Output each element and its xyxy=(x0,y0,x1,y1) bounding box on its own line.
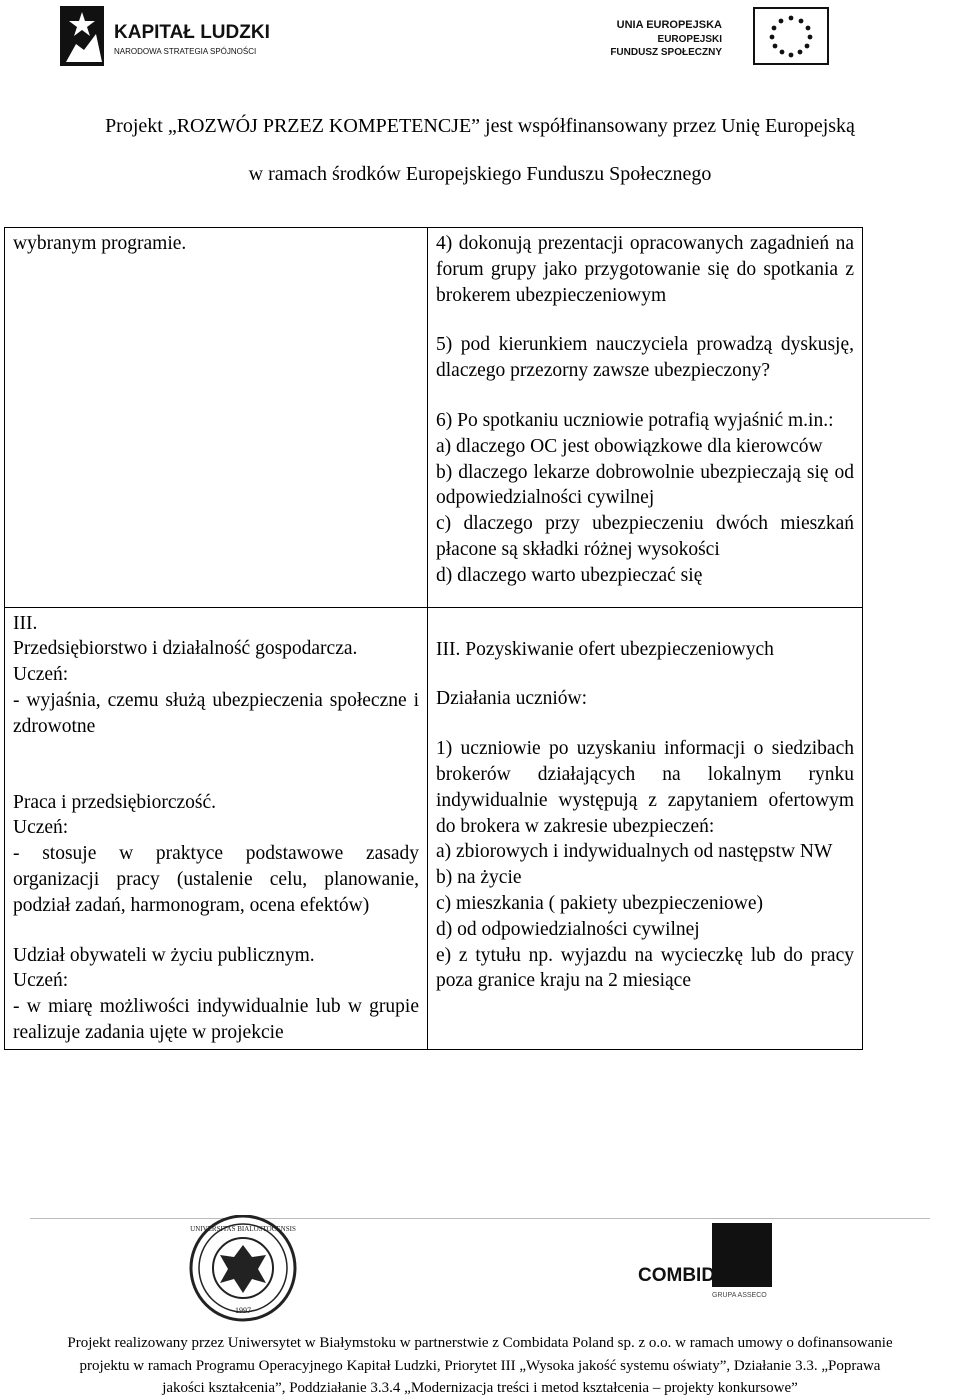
step-6c: c) dlaczego przy ubezpieczeniu dwóch mieszkań płacone są składki różnej wysokości xyxy=(436,513,854,560)
step-5: 5) pod kierunkiem nauczyciela prowadzą dyskusję, dlaczego przezorny zawsze ubezpieczony? xyxy=(436,334,854,382)
eu-logo xyxy=(606,6,832,68)
curriculum-table xyxy=(4,227,863,1050)
student-label: Uczeń: xyxy=(13,817,69,839)
table-cell-left xyxy=(5,607,428,1049)
table-cell-left xyxy=(5,228,428,608)
requirement-item: - stosuje w praktyce podstawowe zasady organizacji pracy (ustalenie celu, planowanie, podział zadań, harmonogram, ocena efektów) xyxy=(13,843,419,916)
header-line-1: Projekt „ROZWÓJ PRZEZ KOMPETENCJE” jest współfinansowany przez Unię Europejską xyxy=(105,115,855,137)
activity-item: e) z tytułu np. wyjazdu na wycieczkę lub do pracy poza granice kraju na 2 miesiące xyxy=(436,944,854,992)
footer-line-2: projektu w ramach Programu Operacyjnego Kapitał Ludzki, Priorytet III „Wysoka jakość systemu oświaty”, Działanie 3.3. „Poprawa xyxy=(79,1358,881,1374)
table-row xyxy=(5,607,863,1049)
seal-year: 1997 xyxy=(235,1306,251,1315)
kapital-ludzki-logo xyxy=(58,4,298,72)
activity-item: a) zbiorowych i indywidualnych od następstw NW xyxy=(436,841,833,863)
table-cell-right xyxy=(428,607,863,1049)
step-6b: b) dlaczego lekarze dobrowolnie ubezpieczają się od odpowiedzialności cywilnej xyxy=(436,461,854,509)
cell-text: wybranym programie. xyxy=(13,233,187,254)
step-6d: d) dlaczego warto ubezpieczać się xyxy=(436,564,703,586)
eu-line2: EUROPEJSKI xyxy=(657,34,722,45)
eu-line1: UNIA EUROPEJSKA xyxy=(616,19,722,31)
activity-item: b) na życie xyxy=(436,867,522,889)
step-6a: a) dlaczego OC jest obowiązkowe dla kierowców xyxy=(436,435,823,457)
footer-line-3: jakości kształcenia”, Poddziałanie 3.3.4 „Modernizacja treści i metod kształcenia – projekty konkursowe” xyxy=(162,1380,798,1396)
header-line-2: w ramach środków Europejskiego Funduszu Społecznego xyxy=(248,163,712,185)
section-title: Przedsiębiorstwo i działalność gospodarcza. xyxy=(13,638,358,660)
seal-text: UNIVERSITAS BIALOSTOCENSIS xyxy=(190,1225,296,1233)
requirement-item: - w miarę możliwości indywidualnie lub w grupie realizuje zadania ujęte w projekcie xyxy=(13,996,419,1043)
section-title: Praca i przedsiębiorczość. xyxy=(13,791,217,813)
student-label: Uczeń: xyxy=(13,970,69,992)
logo-title: KAPITAŁ LUDZKI xyxy=(114,22,270,43)
logo-subtitle: NARODOWA STRATEGIA SPÓJNOŚCI xyxy=(114,47,257,56)
combidata-sub: GRUPA ASSECO xyxy=(712,1292,767,1299)
table-cell-right xyxy=(428,228,863,608)
footer-line-1: Projekt realizowany przez Uniwersytet w Białymstoku w partnerstwie z Combidata Poland sp. z o.o. w ramach umowy o dofinansowanie xyxy=(67,1335,893,1351)
activity-item: c) mieszkania ( pakiety ubezpieczeniowe) xyxy=(436,892,763,914)
combidata-name: COMBIDATA xyxy=(638,1265,752,1286)
section-title: III. Pozyskiwanie ofert ubezpieczeniowych xyxy=(436,638,774,660)
requirement-item: - wyjaśnia, czemu służą ubezpieczenia społeczne i zdrowotne xyxy=(13,689,419,737)
step-4: 4) dokonują prezentacji opracowanych zagadnień na forum grupy jako przygotowanie się do spotkania z brokerem ubezpieczeniowym xyxy=(436,233,854,306)
activity-item: 1) uczniowie po uzyskaniu informacji o siedzibach brokerów działających na lokalnym rynku indywidualnie występują z zapytaniem ofertowym do brokera w zakresie ubezpieczeń: xyxy=(436,738,854,837)
table-row xyxy=(5,228,863,608)
step-6: 6) Po spotkaniu uczniowie potrafią wyjaśnić m.in.: xyxy=(436,409,834,431)
footer-logos xyxy=(0,1215,960,1325)
activity-item: d) od odpowiedzialności cywilnej xyxy=(436,918,700,940)
activities-label: Działania uczniów: xyxy=(436,688,588,710)
eu-line3: FUNDUSZ SPOŁECZNY xyxy=(610,47,722,58)
university-seal-icon xyxy=(190,1216,296,1320)
section-number: III. xyxy=(13,612,38,634)
combidata-logo xyxy=(638,1223,772,1299)
student-label: Uczeń: xyxy=(13,664,69,686)
section-title: Udział obywateli w życiu publicznym. xyxy=(13,944,315,966)
